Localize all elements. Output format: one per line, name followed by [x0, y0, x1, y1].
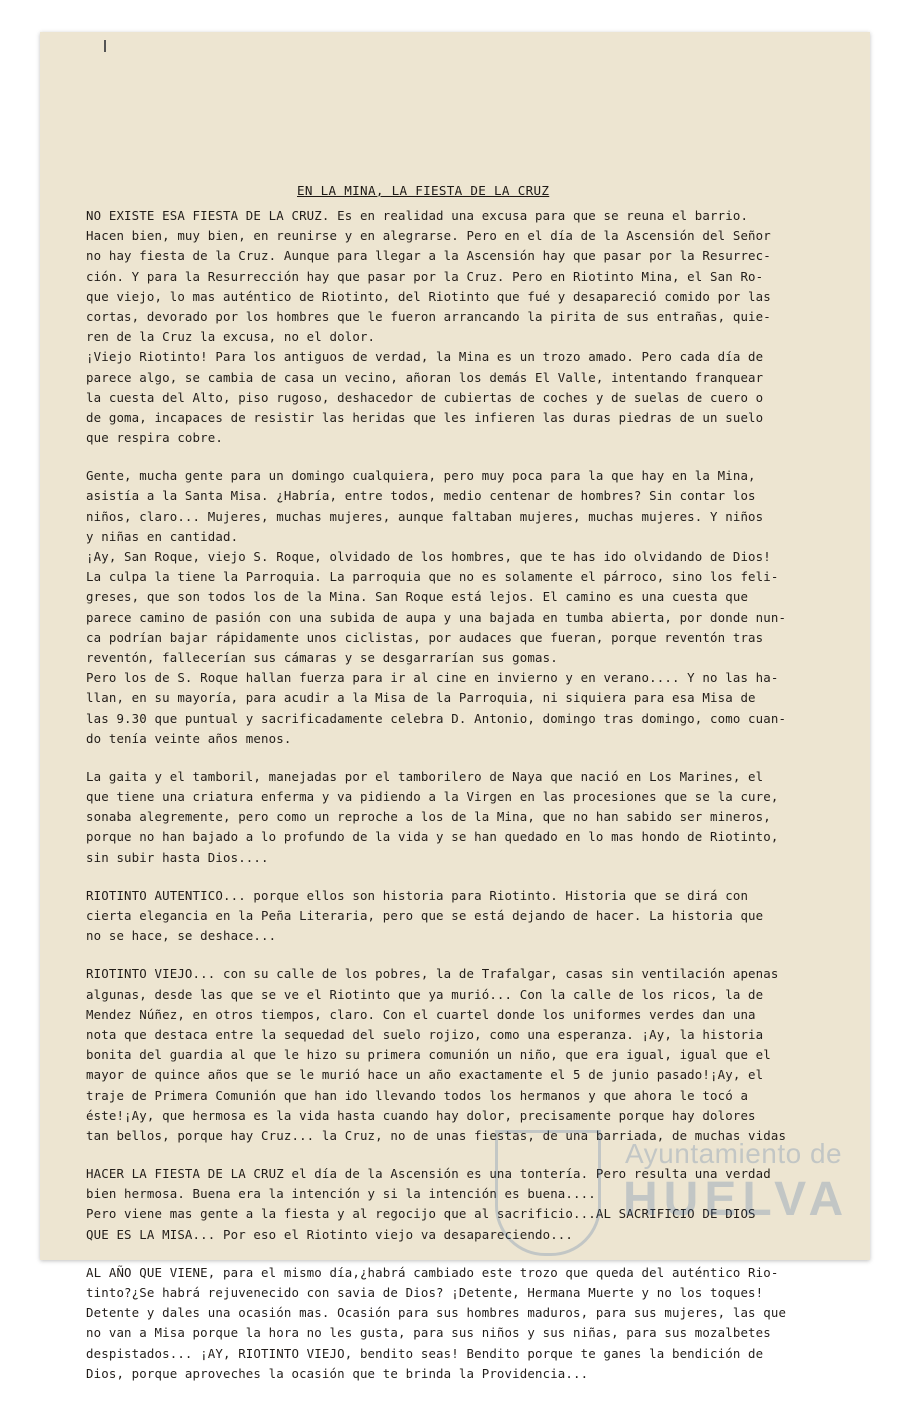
text-line: porque no han bajado a lo profundo de la vida y se han quedado en lo mas hondo de Riotinto, — [86, 829, 779, 845]
text-line: parece algo, se cambia de casa un vecino, añoran los demás El Valle, intentando franquear — [86, 369, 764, 385]
text-line: cierta elegancia en la Peña Literaria, pero que se está dejando de hacer. La historia que — [86, 908, 764, 923]
text-line: tinto?¿Se habrá rejuvenecido con savia de Dios? ¡Detente, Hermana Muerte y no los toques! — [86, 1285, 764, 1300]
text-line: Pero viene mas gente a la fiesta y al regocijo que al sacrificio...AL SACRIFICIO DE DIOS — [86, 1206, 756, 1222]
text-line: cortas, devorado por los hombres que le fueron arrancando la pirita de sus entrañas, quie- — [86, 308, 771, 324]
text-line: reventón, fallecerían sus cámaras y se desgarrarían sus gomas. — [86, 649, 558, 665]
text-line: tan bellos, porque hay Cruz... la Cruz, no de unas fiestas, de una barriada, de muchas vidas — [86, 1127, 787, 1143]
text-line: sin subir hasta Dios.... — [86, 849, 269, 865]
text-line: do tenía veinte años menos. — [86, 730, 292, 746]
text-line: mayor de quince años que se le murió hace un año exactamente el 5 de junio pasado!¡Ay, el — [86, 1067, 764, 1083]
text-line: Mendez Núñez, en otros tiempos, claro. Con el cuartel donde los uniformes verdes dan una — [86, 1006, 756, 1022]
watermark — [495, 1120, 875, 1260]
text-line: bien hermosa. Buena era la intención y si la intención es buena.... — [86, 1186, 596, 1202]
text-line: AL AÑO QUE VIENE, para el mismo día,¿habrá cambiado este trozo que queda del auténtico Rio- — [86, 1264, 779, 1280]
paragraph — [86, 1263, 831, 1384]
text-line: algunas, desde las que se ve el Riotinto que ya murió... Con la calle de los ricos, la de — [86, 986, 764, 1002]
watermark-line1: Ayuntamiento de — [625, 1138, 843, 1169]
text-line: nota que destaca entre la sequedad del suelo rojizo, como una esperanza. ¡Ay, la historia — [86, 1026, 764, 1042]
text-line: y niñas en cantidad. — [86, 528, 239, 544]
text-line: de goma, incapaces de resistir las heridas que les infieren las duras piedras de un suelo — [86, 409, 764, 425]
text-line: NO EXISTE ESA FIESTA DE LA CRUZ. Es en realidad una excusa para que se reuna el barrio. — [86, 208, 749, 223]
text-line: Pero los de S. Roque hallan fuerza para ir al cine en invierno y en verano.... Y no las ha- — [86, 670, 779, 686]
text-line: ¡Ay, San Roque, viejo S. Roque, olvidado de los hombres, que te has ido olvidando de Dios! — [86, 549, 771, 564]
text-line: HACER LA FIESTA DE LA CRUZ el día de la Ascensión es una tontería. Pero resulta una verdad — [86, 1166, 771, 1182]
text-line: ¡Viejo Riotinto! Para los antiguos de verdad, la Mina es un trozo amado. Pero cada día de — [86, 349, 764, 365]
pencil-mark — [104, 40, 106, 52]
text-line: Dios, porque aproveches la ocasión que te brinda la Providencia... — [86, 1365, 589, 1381]
text-line: las 9.30 que puntual y sacrificadamente celebra D. Antonio, domingo tras domingo, como cuan- — [86, 710, 787, 726]
paragraph — [86, 466, 831, 749]
text-line: no van a Misa porque la hora no les gusta, para sus niños y sus niñas, para sus mozalbetes — [86, 1325, 771, 1341]
text-line: ren de la Cruz la excusa, no el dolor. — [86, 329, 376, 345]
text-line: sonaba alegremente, pero como un reproche a los de la Mina, que no han sabido ser mineros, — [86, 809, 771, 825]
watermark-line2: HUELVA — [623, 1173, 850, 1226]
text-line: RIOTINTO AUTENTICO... porque ellos son historia para Riotinto. Historia que se dirá con — [86, 887, 749, 903]
text-line: que respira cobre. — [86, 430, 223, 446]
text-line: RIOTINTO VIEJO... con su calle de los pobres, la de Trafalgar, casas sin ventilación apenas — [86, 966, 779, 982]
text-line: niños, claro... Mujeres, muchas mujeres, aunque faltaban mujeres, muchas mujeres. Y niños — [86, 508, 764, 524]
text-line: que tiene una criatura enferma y va pidiendo a la Virgen en las procesiones que se la cure, — [86, 789, 779, 805]
paragraph — [86, 767, 831, 868]
text-line: Hacen bien, muy bien, en reunirse y en alegrarse. Pero en el día de la Ascensión del Señor — [86, 228, 771, 244]
document-title: EN LA MINA, LA FIESTA DE LA CRUZ — [297, 183, 550, 198]
text-line: Gente, mucha gente para un domingo cualquiera, pero muy poca para la que hay en la Mina, — [86, 468, 756, 484]
text-line: Detente y dales una ocasión mas. Ocasión para sus hombres maduros, para sus mujeres, las que — [86, 1305, 787, 1321]
text-line: La culpa la tiene la Parroquia. La parroquia que no es solamente el párroco, sino los feli- — [86, 569, 779, 585]
paragraph — [86, 206, 831, 448]
text-line: traje de Primera Comunión que han ido llevando todos los hermanos y que ahora le tocó a — [86, 1087, 749, 1103]
text-line: que viejo, lo mas auténtico de Riotinto, del Riotinto que fué y desapareció comido por las — [86, 288, 771, 304]
text-line: QUE ES LA MISA... Por eso el Riotinto viejo va desapareciendo... — [86, 1226, 574, 1242]
text-line: despistados... ¡AY, RIOTINTO VIEJO, bendito seas! Bendito porque te ganes la bendición de — [86, 1345, 764, 1361]
text-line: La gaita y el tamboril, manejadas por el tamborilero de Naya que nació en Los Marines, el — [86, 768, 764, 784]
paragraph — [86, 886, 831, 947]
paragraph — [86, 964, 831, 1146]
text-line: ca podrían bajar rápidamente unos ciclistas, por audaces que fueran, porque reventón tras — [86, 629, 764, 645]
text-line: no hay fiesta de la Cruz. Aunque para llegar a la Ascensión hay que pasar por la Resurrec- — [86, 248, 771, 264]
text-line: no se hace, se deshace... — [86, 928, 277, 944]
text-line: bonita del guardia al que le hizo su primera comunión un niño, que era igual, igual que el — [86, 1047, 771, 1063]
text-line: ción. Y para la Resurrección hay que pasar por la Cruz. Pero en Riotinto Mina, el San Ro- — [86, 268, 764, 284]
text-line: parece camino de pasión con una subida de aupa y una bajada en tumba abierta, por donde nun- — [86, 609, 787, 625]
text-line: asistía a la Santa Misa. ¿Habría, entre todos, medio centenar de hombres? Sin contar los — [86, 488, 756, 504]
coat-of-arms-icon — [495, 1130, 601, 1256]
text-line: llan, en su mayoría, para acudir a la Misa de la Parroquia, ni siquiera para esa Misa de — [86, 690, 756, 706]
text-line: greses, que son todos los de la Mina. San Roque está lejos. El camino es una cuesta que — [86, 589, 749, 605]
text-line: éste!¡Ay, que hermosa es la vida hasta cuando hay dolor, precisamente porque hay dolores — [86, 1107, 756, 1123]
text-line: la cuesta del Alto, piso rugoso, deshacedor de cubiertas de coches y de suelas de cuero o — [86, 389, 764, 405]
